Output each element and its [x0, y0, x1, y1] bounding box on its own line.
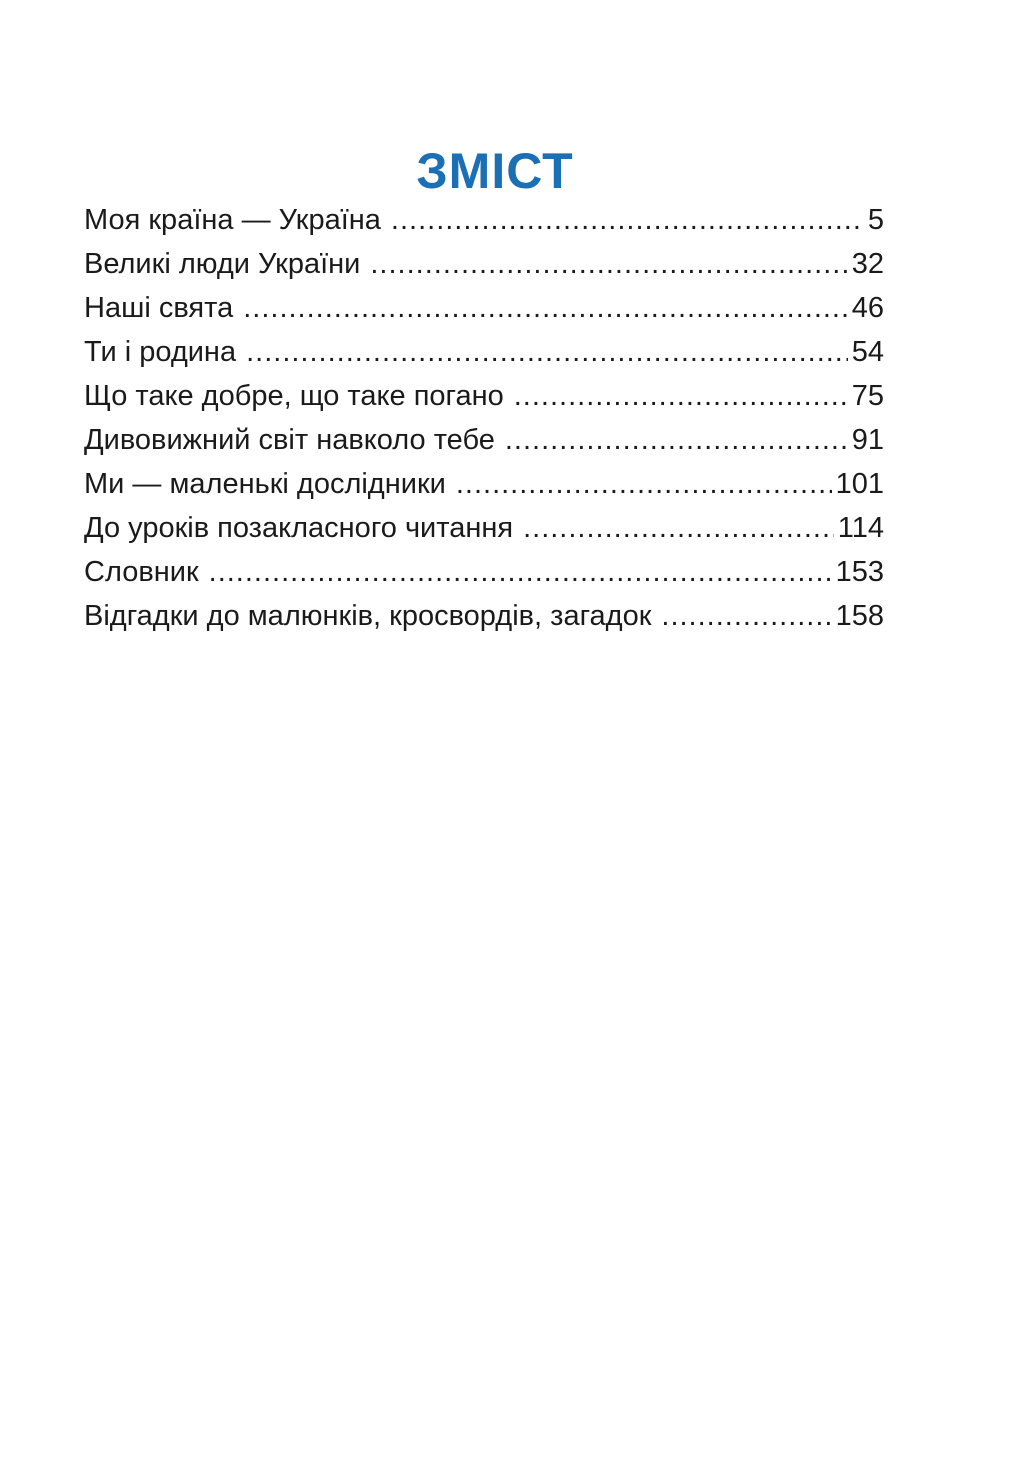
toc-entry[interactable] — [84, 286, 884, 330]
toc-entry[interactable] — [84, 198, 884, 242]
toc-entry-label: Відгадки до малюнків, кросвордів, загадок — [84, 600, 652, 632]
toc-entry-page: 114 — [837, 512, 884, 544]
toc-entry-label: До уроків позакласного читання — [84, 512, 514, 544]
toc-entry-label: Що таке добре, що таке погано — [84, 380, 504, 412]
toc-entry-page: 5 — [867, 204, 884, 236]
page-title: ЗМІСТ — [416, 142, 574, 199]
toc-entry[interactable] — [84, 330, 884, 374]
toc-entry-page: 91 — [851, 424, 884, 456]
toc-leader-dots — [523, 506, 834, 550]
toc-entry[interactable] — [84, 594, 884, 638]
toc-entry-page: 46 — [851, 292, 884, 324]
toc-leader-dots — [514, 374, 848, 418]
toc-entry-label: Моя країна — Україна — [84, 204, 381, 236]
toc-entry[interactable] — [84, 462, 884, 506]
toc-entry-label: Ти і родина — [84, 336, 237, 368]
toc-leader-dots — [246, 330, 848, 374]
toc-entry-page: 32 — [851, 248, 884, 280]
toc-entry-page: 75 — [851, 380, 884, 412]
toc-entry-page: 153 — [835, 556, 884, 588]
toc-leader-dots — [505, 418, 848, 462]
toc-leader-dots — [391, 198, 864, 242]
toc-entry-label: Великі люди України — [84, 248, 361, 280]
toc-entry[interactable] — [84, 418, 884, 462]
toc-leader-dots — [370, 242, 847, 286]
toc-entry-label: Ми — маленькі дослідники — [84, 468, 446, 500]
toc-leader-dots — [661, 594, 831, 638]
table-of-contents — [84, 198, 884, 638]
toc-entry[interactable] — [84, 550, 884, 594]
toc-entry[interactable] — [84, 374, 884, 418]
toc-entry-label: Словник — [84, 556, 199, 588]
toc-entry-label: Наші свята — [84, 292, 234, 324]
toc-entry[interactable] — [84, 506, 884, 550]
toc-leader-dots — [209, 550, 832, 594]
toc-entry-label: Дивовижний світ навколо тебе — [84, 424, 495, 456]
toc-entry-page: 54 — [851, 336, 884, 368]
toc-leader-dots — [456, 462, 832, 506]
toc-entry[interactable] — [84, 242, 884, 286]
toc-entry-page: 101 — [835, 468, 884, 500]
toc-entry-page: 158 — [835, 600, 884, 632]
toc-leader-dots — [243, 286, 848, 330]
